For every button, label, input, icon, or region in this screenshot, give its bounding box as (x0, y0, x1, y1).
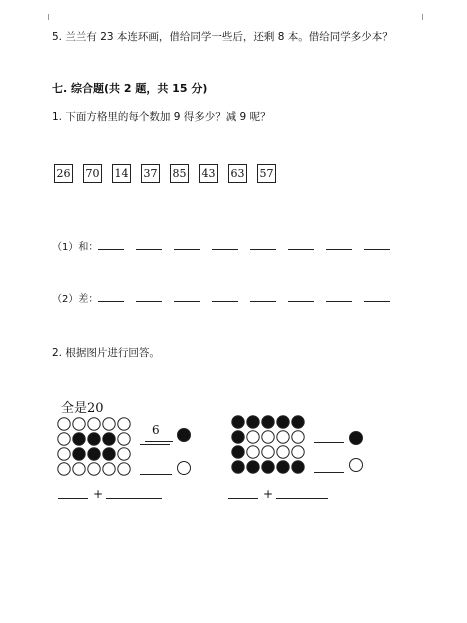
empty-circle (262, 431, 274, 443)
answer-blank (364, 292, 390, 302)
filled-circle (232, 431, 244, 443)
empty-circle (73, 418, 85, 430)
difference-answer-row (52, 290, 402, 305)
filled-circle (232, 446, 244, 458)
filled-circle (262, 416, 274, 428)
answer-blank (212, 292, 238, 302)
filled-circle (88, 433, 100, 445)
blank-left-row4 (140, 474, 172, 475)
empty-circle (103, 418, 115, 430)
given-number: 6 (152, 423, 160, 437)
question-1: 1. 下面方格里的每个数加 9 得多少？减 9 呢？ (52, 111, 271, 123)
sum-answer-row (52, 238, 402, 253)
answer-blank (174, 240, 200, 250)
empty-circle (58, 433, 70, 445)
empty-circle (292, 431, 304, 443)
sum-label: （1）和： (52, 242, 99, 253)
page-corner-mark-right (422, 14, 429, 20)
question-2: 2. 根据图片进行回答。 (52, 347, 160, 359)
blank-right-row4 (314, 472, 344, 473)
filled-circle (103, 448, 115, 460)
question-5: 5. 兰兰有 23 本连环画，借给同学一些后，还剩 8 本。借给同学多少本？ (52, 31, 393, 43)
plus-sign-right: + (263, 487, 274, 501)
empty-circle (103, 463, 115, 475)
empty-circle (58, 418, 70, 430)
number-box: 14 (112, 164, 131, 183)
answer-blank (98, 292, 124, 302)
filled-circle (88, 448, 100, 460)
empty-circle (247, 446, 259, 458)
plus-sign-left: + (93, 487, 104, 501)
empty-circle (118, 463, 130, 475)
answer-blank (288, 292, 314, 302)
filled-circle (247, 416, 259, 428)
filled-circle (277, 461, 289, 473)
filled-circle (292, 416, 304, 428)
filled-circle (262, 461, 274, 473)
answer-blank (326, 240, 352, 250)
empty-circle (118, 418, 130, 430)
difference-label: （2）差： (52, 294, 99, 305)
blank-left-top (145, 441, 173, 442)
number-box: 26 (54, 164, 73, 183)
empty-circle (58, 463, 70, 475)
number-box: 43 (199, 164, 218, 183)
blank-right-row2 (314, 442, 344, 443)
answer-blank (98, 240, 124, 250)
number-box: 37 (141, 164, 160, 183)
number-box: 63 (228, 164, 247, 183)
filled-circle (73, 433, 85, 445)
empty-circle (118, 448, 130, 460)
filled-circle (277, 416, 289, 428)
marker-circle (350, 459, 363, 472)
marker-circle (178, 429, 191, 442)
empty-circle (277, 431, 289, 443)
section-heading: 七. 综合题(共 2 题，共 15 分) (52, 82, 208, 95)
empty-circle (58, 448, 70, 460)
empty-circle (292, 446, 304, 458)
blank-left-row3 (140, 444, 170, 445)
number-box: 70 (83, 164, 102, 183)
answer-blank (136, 292, 162, 302)
empty-circle (277, 446, 289, 458)
empty-circle (73, 463, 85, 475)
blank-right-1 (228, 498, 258, 499)
empty-circle (247, 431, 259, 443)
blank-left-1 (58, 498, 88, 499)
filled-circle (232, 416, 244, 428)
filled-circle (73, 448, 85, 460)
filled-circle (103, 433, 115, 445)
answer-blank (250, 292, 276, 302)
blank-left-2 (106, 498, 162, 499)
filled-circle (247, 461, 259, 473)
empty-circle (118, 433, 130, 445)
answer-blank (250, 240, 276, 250)
marker-circle (178, 462, 191, 475)
answer-blank (364, 240, 390, 250)
answer-blank (288, 240, 314, 250)
empty-circle (88, 418, 100, 430)
answer-blank (326, 292, 352, 302)
page-corner-mark-left (42, 14, 49, 20)
marker-circle (350, 432, 363, 445)
figure-caption: 全是20 (61, 401, 104, 416)
empty-circle (88, 463, 100, 475)
filled-circle (232, 461, 244, 473)
empty-circle (262, 446, 274, 458)
answer-blank (136, 240, 162, 250)
answer-blank (174, 292, 200, 302)
number-box: 57 (257, 164, 276, 183)
number-box: 85 (170, 164, 189, 183)
blank-right-2 (276, 498, 328, 499)
filled-circle (292, 461, 304, 473)
answer-blank (212, 240, 238, 250)
